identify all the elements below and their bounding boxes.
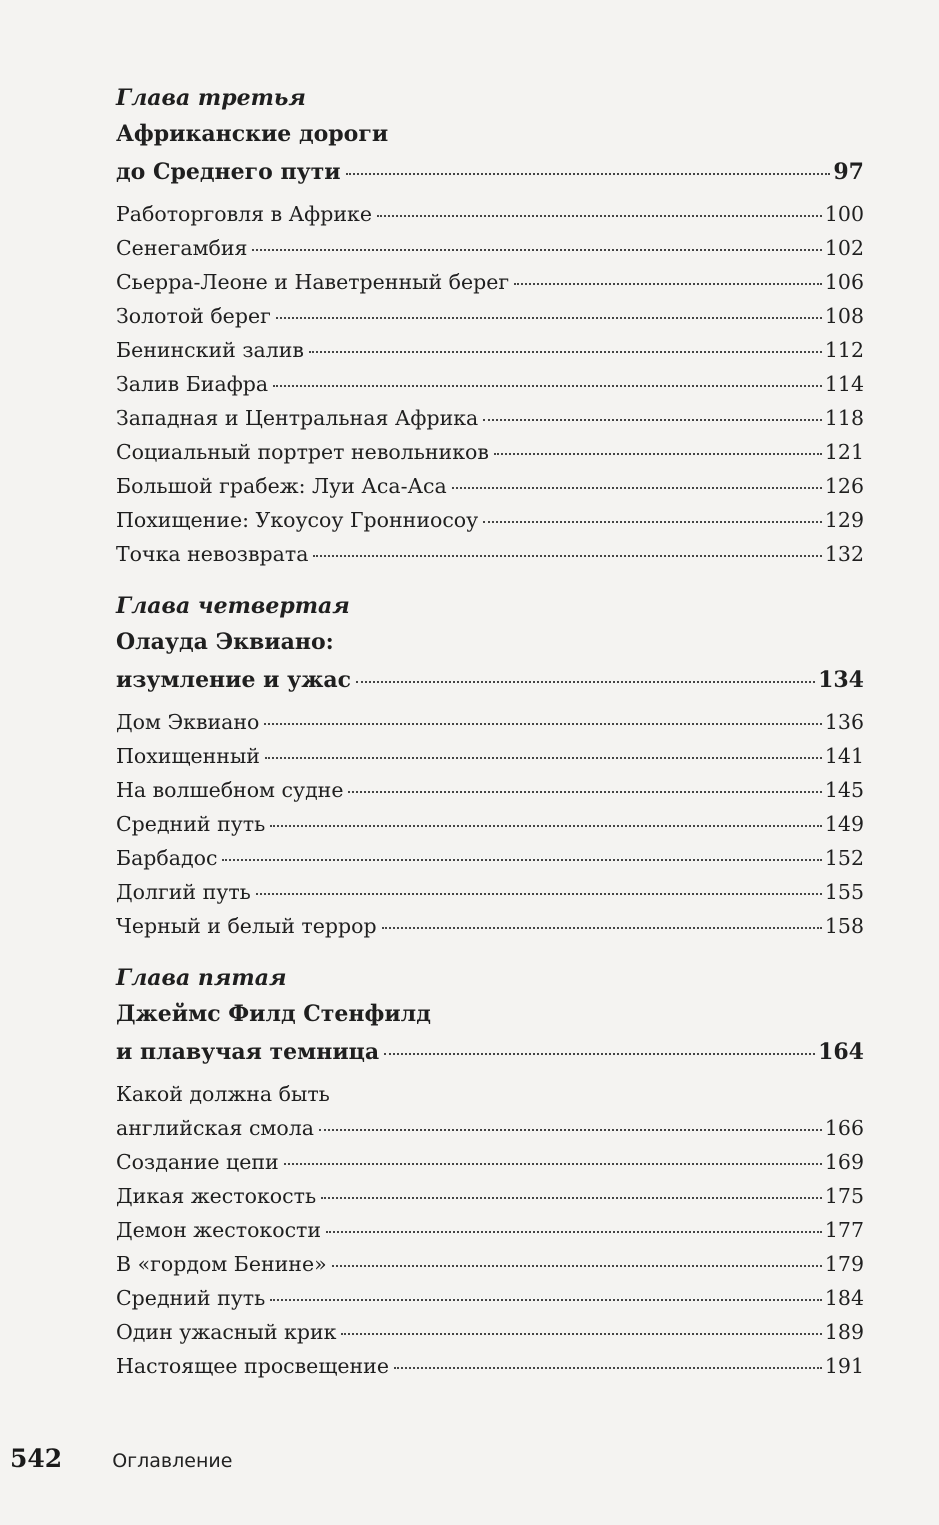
toc-entry-text: Залив Биафра: [116, 372, 269, 396]
dot-leader: [270, 825, 822, 827]
toc-entry-line: Какой должна быть: [116, 1082, 330, 1106]
toc-entry: [116, 1281, 864, 1315]
toc-entry: [116, 1315, 864, 1349]
dot-leader: [273, 385, 822, 387]
toc-entry-page-number: 106: [824, 270, 864, 294]
chapter-title-page-number: 97: [833, 159, 864, 185]
toc-entry-text: Барбадос: [116, 846, 218, 870]
toc-entry-page-number: 169: [824, 1150, 864, 1174]
chapter-title-line: Африканские дороги: [116, 121, 389, 147]
dot-leader: [252, 249, 821, 251]
dot-leader: [265, 757, 822, 759]
toc-entry-text: Один ужасный крик: [116, 1320, 337, 1344]
chapter-label: Глава пятая: [116, 965, 287, 991]
dot-leader: [348, 791, 821, 793]
chapter-title-text: изумление и ужас: [116, 667, 352, 693]
toc-entry-text: Создание цепи: [116, 1150, 279, 1174]
running-title: Оглавление: [112, 1450, 233, 1472]
toc-entry-page-number: 114: [824, 372, 864, 396]
chapter-title: [116, 153, 864, 191]
dot-leader: [382, 927, 822, 929]
dot-leader: [332, 1265, 822, 1267]
toc-entry: [116, 807, 864, 841]
dot-leader: [326, 1231, 822, 1233]
toc-entry-text: Похищение: Укоусоу Гронниосоу: [116, 508, 479, 532]
toc-entry: [116, 197, 864, 231]
toc-entry-text: английская смола: [116, 1116, 314, 1140]
toc-entry-text: Бенинский залив: [116, 338, 304, 362]
toc-entry-page-number: 108: [824, 304, 864, 328]
dot-leader: [514, 283, 822, 285]
toc-entry: [116, 705, 864, 739]
dot-leader: [264, 723, 821, 725]
toc-entry-text: Большой грабеж: Луи Аса-Аса: [116, 474, 447, 498]
dot-leader: [483, 521, 822, 523]
chapter-title-page-number: 164: [818, 1039, 864, 1065]
chapter-section: [116, 590, 864, 943]
toc-entry-text: Настоящее просвещение: [116, 1354, 389, 1378]
dot-leader: [319, 1129, 822, 1131]
toc-entry-text: На волшебном судне: [116, 778, 344, 802]
toc-entry-page-number: 152: [824, 846, 864, 870]
toc-entry: [116, 875, 864, 909]
toc-entry-page-number: 166: [824, 1116, 864, 1140]
toc-entry-page-number: 126: [824, 474, 864, 498]
toc-entry: [116, 401, 864, 435]
dot-leader: [284, 1163, 822, 1165]
toc-entry-text: Точка невозврата: [116, 542, 309, 566]
dot-leader: [222, 859, 821, 861]
dot-leader: [276, 317, 822, 319]
toc-entry: [116, 841, 864, 875]
toc-entry-text: Сенегамбия: [116, 236, 248, 260]
dot-leader: [483, 419, 822, 421]
chapter-section: [116, 962, 864, 1383]
toc-entry: [116, 1247, 864, 1281]
toc-entry-page-number: 189: [824, 1320, 864, 1344]
toc-entry-page-number: 145: [824, 778, 864, 802]
toc-entry: [116, 909, 864, 943]
toc-entry: [116, 299, 864, 333]
toc-entry-page-number: 112: [824, 338, 864, 362]
toc-entry-text: Золотой берег: [116, 304, 271, 328]
toc-entry-page-number: 184: [824, 1286, 864, 1310]
toc-entry: [116, 469, 864, 503]
chapter-label: Глава третья: [116, 85, 306, 111]
toc-entry: [116, 1349, 864, 1383]
dot-leader: [356, 681, 815, 683]
dot-leader: [313, 555, 821, 557]
toc-entry-page-number: 177: [824, 1218, 864, 1242]
table-of-contents: [116, 82, 864, 1383]
dot-leader: [494, 453, 822, 455]
dot-leader: [270, 1299, 822, 1301]
chapter-label: Глава четвертая: [116, 593, 350, 619]
toc-entry: [116, 265, 864, 299]
chapter-title-text: до Среднего пути: [116, 159, 341, 185]
dot-leader: [346, 173, 831, 175]
toc-entry: [116, 231, 864, 265]
chapter-title-text: и плавучая темница: [116, 1039, 380, 1065]
toc-entry-page-number: 100: [824, 202, 864, 226]
toc-entry-text: Похищенный: [116, 744, 260, 768]
toc-entry-text: В «гордом Бенине»: [116, 1252, 327, 1276]
toc-entry-text: Средний путь: [116, 1286, 266, 1310]
chapter-title-line: Джеймс Филд Стенфилд: [116, 1001, 431, 1027]
dot-leader: [256, 893, 822, 895]
dot-leader: [309, 351, 822, 353]
toc-entry-text: Западная и Центральная Африка: [116, 406, 479, 430]
toc-entry-page-number: 191: [824, 1354, 864, 1378]
toc-entry: [116, 435, 864, 469]
toc-entry: [116, 1179, 864, 1213]
toc-entry: [116, 1145, 864, 1179]
toc-entry-text: Черный и белый террор: [116, 914, 377, 938]
dot-leader: [394, 1367, 822, 1369]
toc-entry-text: Работорговля в Африке: [116, 202, 372, 226]
dot-leader: [341, 1333, 821, 1335]
toc-entry-page-number: 175: [824, 1184, 864, 1208]
toc-entry-text: Сьерра-Леоне и Наветренный берег: [116, 270, 510, 294]
toc-entry: [116, 1111, 864, 1145]
chapter-section: [116, 82, 864, 571]
toc-entry-text: Дом Эквиано: [116, 710, 260, 734]
chapter-title: [116, 1033, 864, 1071]
page-number: 542: [10, 1444, 63, 1473]
toc-entry: [116, 739, 864, 773]
toc-entry-page-number: 149: [824, 812, 864, 836]
toc-entry-page-number: 102: [824, 236, 864, 260]
toc-entry-text: Долгий путь: [116, 880, 251, 904]
toc-entry-page-number: 155: [824, 880, 864, 904]
toc-entry: [116, 537, 864, 571]
toc-entry: [116, 367, 864, 401]
toc-entry: [116, 333, 864, 367]
dot-leader: [384, 1053, 815, 1055]
chapter-title-page-number: 134: [818, 667, 864, 693]
dot-leader: [321, 1197, 822, 1199]
chapter-title: [116, 661, 864, 699]
toc-entry-page-number: 158: [824, 914, 864, 938]
dot-leader: [377, 215, 822, 217]
page-footer: [10, 1444, 232, 1473]
toc-entry-text: Социальный портрет невольников: [116, 440, 489, 464]
toc-entry: [116, 773, 864, 807]
toc-entry-page-number: 121: [824, 440, 864, 464]
toc-entry-text: Демон жестокости: [116, 1218, 322, 1242]
toc-entry-page-number: 118: [824, 406, 864, 430]
dot-leader: [452, 487, 822, 489]
toc-entry-text: Дикая жестокость: [116, 1184, 317, 1208]
toc-entry-text: Средний путь: [116, 812, 266, 836]
toc-entry-page-number: 179: [824, 1252, 864, 1276]
toc-entry-page-number: 132: [824, 542, 864, 566]
toc-entry: [116, 503, 864, 537]
toc-entry-page-number: 141: [824, 744, 864, 768]
toc-page: [116, 82, 864, 1402]
toc-entry-page-number: 136: [824, 710, 864, 734]
toc-entry-page-number: 129: [824, 508, 864, 532]
toc-entry: [116, 1213, 864, 1247]
chapter-title-line: Олауда Эквиано:: [116, 629, 334, 655]
